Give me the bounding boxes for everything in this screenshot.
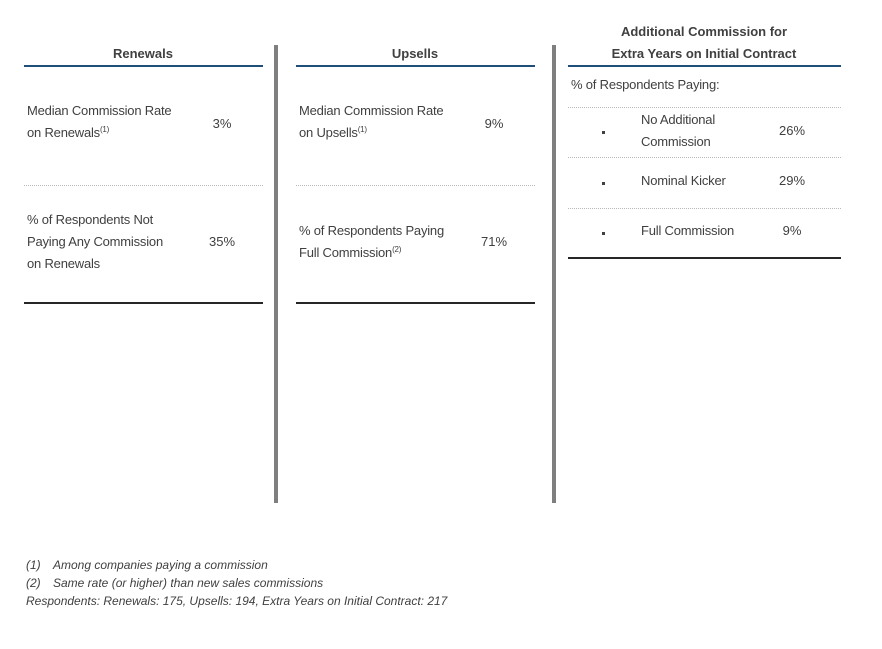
bullet-icon [602, 232, 605, 235]
extra-years-row-value: 26% [778, 123, 806, 138]
upsells-full-commission-value: 71% [480, 234, 508, 249]
label-line: on Upsells [299, 125, 358, 140]
extra-years-row-label: Full Commission [641, 223, 735, 238]
upsells-full-commission-label [299, 220, 444, 264]
footnote-marker: (2) [392, 245, 402, 254]
label-line: Median Commission Rate [27, 103, 172, 118]
title-line: Additional Commission for [620, 24, 788, 39]
renewals-title: Renewals [113, 46, 173, 61]
label-line: % of Respondents Paying [299, 223, 444, 238]
row-divider [24, 185, 263, 186]
row-divider [568, 157, 841, 158]
extra-years-title [568, 21, 840, 65]
footnote-text: Among companies paying a commission [53, 558, 268, 572]
renewals-bottom-rule [24, 302, 263, 304]
extra-years-subheader: % of Respondents Paying: [571, 77, 720, 92]
footnote-marker: (1) [99, 125, 110, 134]
column-separator [274, 45, 278, 503]
footnote-number: (1) [26, 558, 41, 572]
renewals-header-rule [24, 65, 263, 67]
label-line: % of Respondents Not [27, 212, 154, 227]
title-line: Extra Years on Initial Contract [611, 46, 797, 61]
footnote-2 [26, 574, 323, 592]
column-separator [552, 45, 556, 503]
extra-years-row-value: 29% [778, 173, 806, 188]
footnote-number: (2) [26, 576, 41, 590]
label-line: on Renewals [27, 256, 100, 271]
row-divider [296, 185, 535, 186]
label-line: No Additional [641, 112, 716, 127]
upsells-median-rate-label [299, 100, 443, 144]
extra-years-row-label [641, 109, 715, 153]
extra-years-row-value: 9% [782, 223, 802, 238]
upsells-header-rule [296, 65, 535, 67]
bullet-icon [602, 182, 605, 185]
upsells-median-rate-value: 9% [484, 116, 504, 131]
footnote-marker: (1) [357, 125, 367, 134]
label-line: Full Commission [299, 245, 393, 260]
extra-years-bottom-rule [568, 257, 841, 259]
footnote-text: Same rate (or higher) than new sales commissions [53, 576, 324, 590]
extra-years-row-label: Nominal Kicker [641, 173, 726, 188]
renewals-median-rate-label [27, 100, 171, 144]
label-line: Median Commission Rate [299, 103, 444, 118]
extra-years-header-rule [568, 65, 841, 67]
upsells-bottom-rule [296, 302, 535, 304]
renewals-no-commission-label [27, 209, 163, 275]
renewals-no-commission-value: 35% [208, 234, 236, 249]
label-line: Commission [641, 134, 711, 149]
respondents-note: Respondents: Renewals: 175, Upsells: 194, Extra Years on Initial Contract: 217 [26, 594, 448, 608]
renewals-median-rate-value: 3% [212, 116, 232, 131]
label-line: Paying Any Commission [27, 234, 163, 249]
row-divider [568, 208, 841, 209]
label-line: on Renewals [27, 125, 100, 140]
bullet-icon [602, 131, 605, 134]
footnote-1 [26, 556, 268, 574]
row-divider [568, 107, 841, 108]
upsells-title: Upsells [391, 46, 439, 61]
